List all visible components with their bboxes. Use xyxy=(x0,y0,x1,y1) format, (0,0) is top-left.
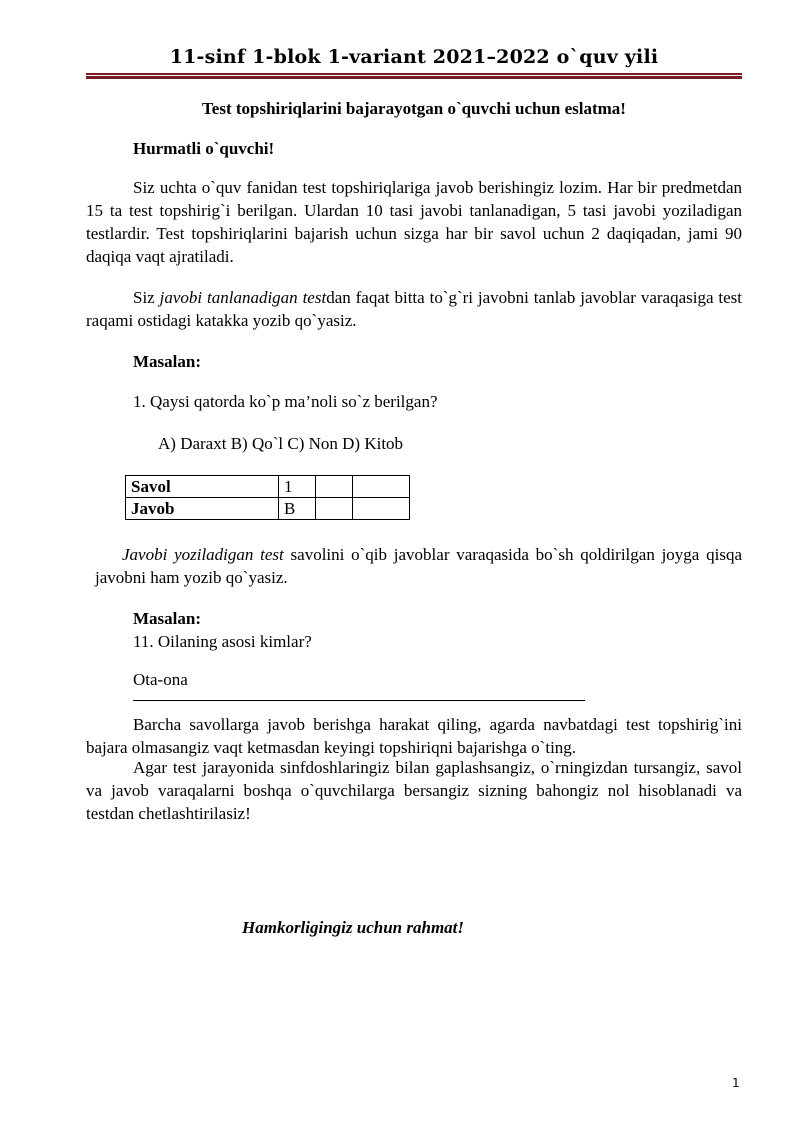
written-answer-term: Javobi yoziladigan test xyxy=(122,545,284,564)
table-cell: 1 xyxy=(279,476,316,498)
answer-underline xyxy=(133,700,585,701)
example-1-label: Masalan: xyxy=(133,352,201,371)
table-row-label: Savol xyxy=(126,476,279,498)
header-divider-thick xyxy=(86,76,742,79)
table-cell: B xyxy=(279,498,316,520)
table-row xyxy=(126,476,410,498)
table-cell xyxy=(353,476,410,498)
table-row xyxy=(126,498,410,520)
header-divider xyxy=(86,73,742,79)
example-2-label: Masalan: xyxy=(133,609,201,628)
example-2-answer: Ota-ona xyxy=(133,670,188,689)
closing-thanks: Hamkorligingiz uchun rahmat! xyxy=(242,918,465,937)
example-1-question: 1. Qaysi qatorda ko`p ma’noli so`z berilgan? xyxy=(133,392,438,411)
multiple-choice-term: javobi tanlanadigan test xyxy=(159,288,327,307)
instructions-paragraph-3 xyxy=(95,543,742,589)
table-cell xyxy=(353,498,410,520)
instructions-paragraph-2 xyxy=(86,286,742,332)
instructions-paragraph-1: Siz uchta o`quv fanidan test topshiriqlariga javob berishingiz lozim. Har bir predmetdan 15 ta test topshirig`i berilgan. Ulardan 10 tasi javobi tanlanadigan, 5 tasi javobi yoziladigan testlardir. Test topshiriqlarini bajarish uchun sizga har bir savol uchun 2 daqiqadan, jami 90 daqiqa vaqt ajratiladi. xyxy=(86,178,742,266)
paragraph-2-rest: dan faqat bitta to`g`ri javobni tanlab javoblar varaqasiga test raqami ostidagi katakka yozib qo`yasiz. xyxy=(86,288,742,330)
table-cell xyxy=(316,498,353,520)
page-number: 1 xyxy=(732,1076,740,1090)
paragraph-2-start: Siz xyxy=(133,288,160,307)
instructions-paragraph-5: Agar test jarayonida sinfdoshlaringiz bilan gaplashsangiz, o`rningizdan tursangiz, savol va javob varaqalarni boshqa o`quvchilarga bersangiz sizning bahongiz nol hisoblanadi va testdan chetlashtirilasiz! xyxy=(86,758,742,823)
table-cell xyxy=(316,476,353,498)
table-row-label: Javob xyxy=(126,498,279,520)
memo-title: Test topshiriqlarini bajarayotgan o`quvchi uchun eslatma! xyxy=(202,99,626,118)
example-1-options: A) Daraxt B) Qo`l C) Non D) Kitob xyxy=(158,434,404,453)
page-header-title: 11-sinf 1-blok 1-variant 2021–2022 o`quv yili xyxy=(169,46,659,68)
paragraph-3-rest: savolini o`qib javoblar varaqasida bo`sh qoldirilgan joyga qisqa javobni ham yozib qo`yasiz. xyxy=(95,545,742,587)
instructions-paragraph-4: Barcha savollarga javob berishga harakat qiling, agarda navbatdagi test topshirig`ini bajara olmasangiz vaqt ketmasdan keyingi topshiriqni bajarishga o`ting. xyxy=(86,715,742,757)
example-2-question: 11. Oilaning asosi kimlar? xyxy=(133,632,312,651)
answer-table xyxy=(125,475,410,520)
header-divider-thin xyxy=(86,73,742,75)
greeting: Hurmatli o`quvchi! xyxy=(133,139,275,158)
